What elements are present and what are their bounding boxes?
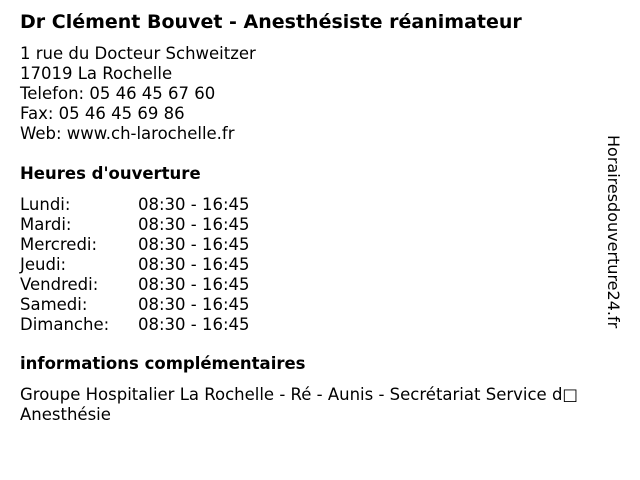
hours-row (20, 195, 250, 215)
hours-row (20, 255, 250, 275)
hours-time: 08:30 - 16:45 (138, 315, 250, 334)
address-block (20, 44, 256, 144)
additional-info-text (20, 385, 620, 425)
additional-info-heading: informations complémentaires (20, 354, 306, 373)
additional-info-line: Anesthésie (20, 405, 111, 424)
hours-time: 08:30 - 16:45 (138, 195, 250, 214)
hours-time: 08:30 - 16:45 (138, 255, 250, 274)
opening-hours-heading: Heures d'ouverture (20, 164, 201, 183)
site-watermark: Horairesdouverture24.fr (604, 135, 623, 329)
hours-day: Dimanche: (20, 315, 110, 334)
hours-row (20, 235, 250, 255)
hours-row (20, 215, 250, 235)
hours-row (20, 275, 250, 295)
hours-time: 08:30 - 16:45 (138, 275, 250, 294)
hours-time: 08:30 - 16:45 (138, 235, 250, 254)
hours-day: Mercredi: (20, 235, 98, 254)
hours-day: Mardi: (20, 215, 72, 234)
additional-info-line: Groupe Hospitalier La Rochelle - Ré - Aunis - Secrétariat Service d□ (20, 385, 579, 404)
address-phone: Telefon: 05 46 45 67 60 (20, 84, 216, 103)
address-city: 17019 La Rochelle (20, 64, 173, 83)
hours-day: Lundi: (20, 195, 71, 214)
opening-hours-table (20, 195, 250, 335)
hours-day: Vendredi: (20, 275, 99, 294)
hours-row (20, 315, 250, 335)
hours-day: Jeudi: (20, 255, 67, 274)
address-street: 1 rue du Docteur Schweitzer (20, 44, 256, 63)
hours-row (20, 295, 250, 315)
hours-time: 08:30 - 16:45 (138, 295, 250, 314)
address-fax: Fax: 05 46 45 69 86 (20, 104, 185, 123)
hours-day: Samedi: (20, 295, 88, 314)
hours-time: 08:30 - 16:45 (138, 215, 250, 234)
address-web: Web: www.ch-larochelle.fr (20, 124, 235, 143)
page-title: Dr Clément Bouvet - Anesthésiste réanimateur (20, 11, 522, 33)
